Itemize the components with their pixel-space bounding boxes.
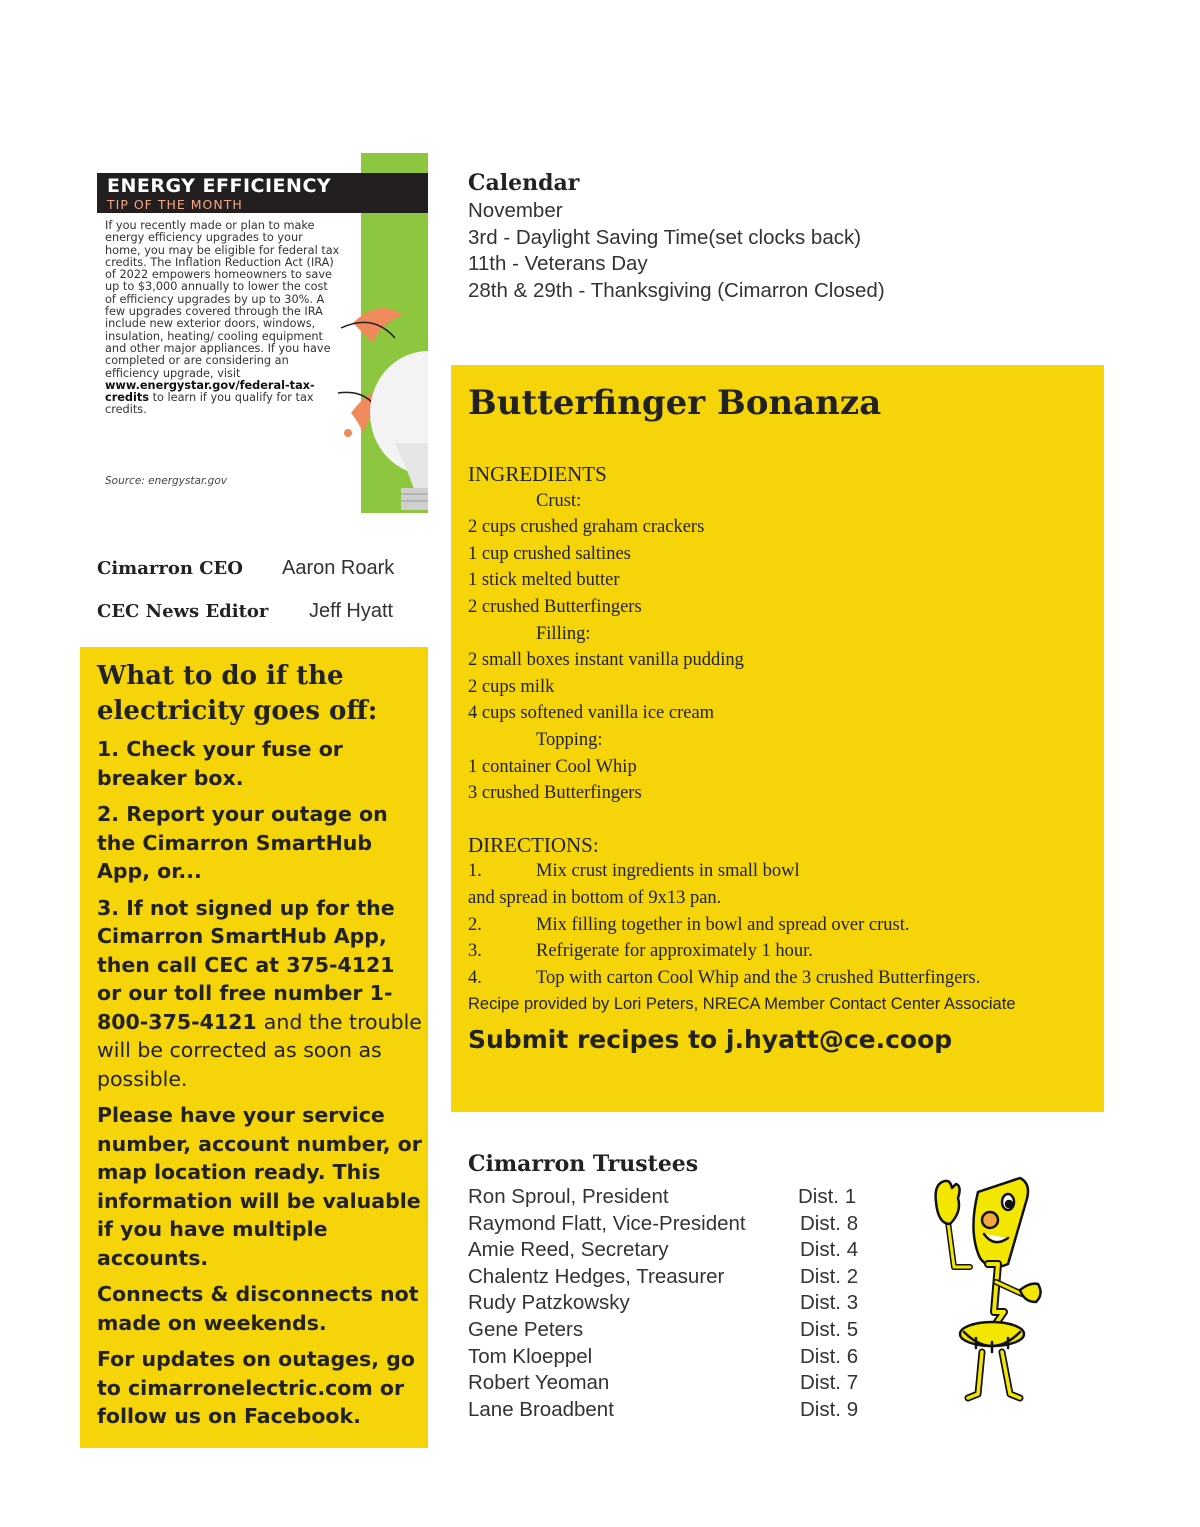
tip-text: If you recently made or plan to make energy efficiency upgrades to your home, you may be eligible for federal tax credits. The Inflation Reduction Act (IRA) of 2022 empowers homeowners to save up to $3,000 annually to lower the cost of efficiency upgrades by up to 30%. A few upgrades covered through the IRA include new exterior doors, windows, insulation, heating/ cooling equipment and other major appliances. If you have completed or are considering an efficiency upgrade, visit: [105, 219, 340, 380]
outage-updates: For updates on outages, go to cimarronelectric.com or follow us on Facebook.: [97, 1347, 415, 1428]
direction-step: [468, 912, 1098, 939]
tip-link[interactable]: www.energystar.gov/federal-tax-credits: [105, 378, 315, 405]
direction-number: 3.: [468, 941, 482, 962]
direction-number: 1.: [468, 861, 482, 882]
direction-number: 2.: [468, 914, 482, 935]
direction-text: Top with carton Cool Whip and the 3 crushed Butterfingers.: [536, 967, 981, 988]
trustee-district: Dist. 2: [800, 1264, 859, 1288]
directions-heading: DIRECTIONS:: [468, 832, 599, 857]
trustee-district: Dist. 7: [800, 1371, 859, 1395]
energy-tip-box: [97, 153, 428, 513]
calendar-month: November: [468, 199, 563, 222]
outage-step-3-bold: 3. If not signed up for the Cimarron SmartHub App, then call CEC at 375-4121 or our toll free number 1-800-375-4121: [97, 895, 395, 1034]
trustees-section: [468, 1148, 888, 1423]
direction-step: [468, 885, 1098, 912]
ingredient-item: 1 container Cool Whip: [468, 756, 637, 777]
ingredient-item: 4 cups softened vanilla ice cream: [468, 703, 715, 724]
direction-text: and spread in bottom of 9x13 pan.: [468, 887, 722, 908]
crust-label: Crust:: [536, 490, 582, 511]
trustee-row: [468, 1317, 888, 1344]
calendar-event: 11th - Veterans Day: [468, 252, 648, 275]
tip-title: ENERGY EFFICIENCY: [107, 175, 332, 197]
tip-header: [97, 173, 428, 213]
recipe-submit: Submit recipes to j.hyatt@ce.coop: [468, 1025, 953, 1054]
ingredient-item: 3 crushed Butterfingers: [468, 783, 642, 804]
topping-label: Topping:: [536, 729, 603, 750]
staff-name: Aaron Roark: [282, 557, 395, 579]
reddy-kilowatt-icon: [920, 1172, 1050, 1412]
trustee-name: Ron Sproul, President: [468, 1185, 669, 1208]
trustee-row: [468, 1370, 888, 1397]
tip-text-end: to learn if you qualify for tax credits.: [105, 391, 314, 417]
recipe-list: [468, 461, 1098, 1018]
outage-ready: Please have your service number, account number, or map location ready. This information will be valuable if you have multiple accounts.: [97, 1103, 422, 1270]
trustee-district: Dist. 8: [800, 1211, 859, 1235]
recipe-credit: Recipe provided by Lori Peters, NRECA Member Contact Center Associate: [468, 995, 1016, 1014]
trustee-district: Dist. 1: [798, 1185, 857, 1208]
trustee-name: Rudy Patzkowsky: [468, 1291, 630, 1315]
recipe-title: Butterfinger Bonanza: [468, 383, 882, 423]
tip-source: Source: energystar.gov: [105, 475, 227, 487]
trustee-row: [468, 1344, 888, 1371]
filling-label: Filling:: [536, 623, 591, 644]
direction-text: Refrigerate for approximately 1 hour.: [536, 941, 813, 962]
ingredients-heading: INGREDIENTS: [468, 462, 607, 486]
trustee-name: Tom Kloeppel: [468, 1344, 593, 1368]
trustee-row: [468, 1290, 888, 1317]
outage-title: What to do if the electricity goes off:: [97, 661, 378, 726]
outage-weekends: Connects & disconnects not made on weekends.: [97, 1282, 419, 1335]
trustee-row: [468, 1264, 888, 1291]
outage-info-box: [80, 647, 428, 1448]
staff-role: Cimarron CEO: [97, 558, 243, 579]
calendar-event: 28th & 29th - Thanksgiving (Cimarron Closed): [468, 278, 885, 302]
trustee-district: Dist. 3: [800, 1291, 859, 1315]
trustee-row: [468, 1237, 888, 1264]
outage-step-3: [97, 894, 422, 1094]
ingredient-item: 1 cup crushed saltines: [468, 543, 631, 564]
recipe-box: [451, 365, 1104, 1112]
trustee-row: [468, 1211, 888, 1238]
calendar-event: 3rd - Daylight Saving Time(set clocks back): [468, 225, 862, 249]
ingredient-item: 2 cups crushed graham crackers: [468, 517, 705, 538]
trustee-row: [468, 1184, 888, 1211]
outage-step-2: 2. Report your outage on the Cimarron SmartHub App, or...: [97, 802, 388, 883]
outage-step-1: 1. Check your fuse or breaker box.: [97, 737, 343, 790]
direction-text: Mix filling together in bowl and spread over crust.: [536, 914, 910, 935]
direction-step: [468, 858, 1098, 885]
ingredient-item: 1 stick melted butter: [468, 570, 620, 591]
ingredient-item: 2 small boxes instant vanilla pudding: [468, 650, 744, 671]
staff-name: Jeff Hyatt: [309, 600, 394, 622]
trustee-district: Dist. 4: [800, 1238, 859, 1262]
ingredient-item: 2 cups milk: [468, 676, 555, 697]
ingredient-item: 2 crushed Butterfingers: [468, 596, 642, 617]
trustee-name: Gene Peters: [468, 1317, 584, 1341]
trustee-name: Raymond Flatt, Vice-President: [468, 1211, 746, 1235]
outage-step-3-normal: and the trouble will be corrected as soon as possible.: [97, 1009, 422, 1091]
trustee-district: Dist. 6: [800, 1344, 859, 1368]
light-bulb-icon: [333, 293, 428, 513]
trustee-district: Dist. 5: [800, 1317, 859, 1341]
trustee-name: Robert Yeoman: [468, 1371, 610, 1395]
trustee-district: Dist. 9: [800, 1397, 859, 1421]
trustee-name: Lane Broadbent: [468, 1397, 614, 1421]
calendar-title: Calendar: [468, 170, 580, 196]
calendar-section: [468, 168, 1108, 304]
direction-step: [468, 965, 1098, 992]
trustee-row: [468, 1397, 888, 1424]
trustee-name: Amie Reed, Secretary: [468, 1238, 669, 1262]
tip-body: [105, 220, 341, 417]
trustees-title: Cimarron Trustees: [468, 1151, 699, 1177]
direction-number: 4.: [468, 967, 482, 988]
trustee-name: Chalentz Hedges, Treasurer: [468, 1264, 725, 1288]
direction-step: [468, 938, 1098, 965]
direction-text: Mix crust ingredients in small bowl: [536, 861, 800, 882]
staff-role: CEC News Editor: [97, 601, 269, 622]
tip-subtitle: TIP OF THE MONTH: [107, 197, 243, 212]
